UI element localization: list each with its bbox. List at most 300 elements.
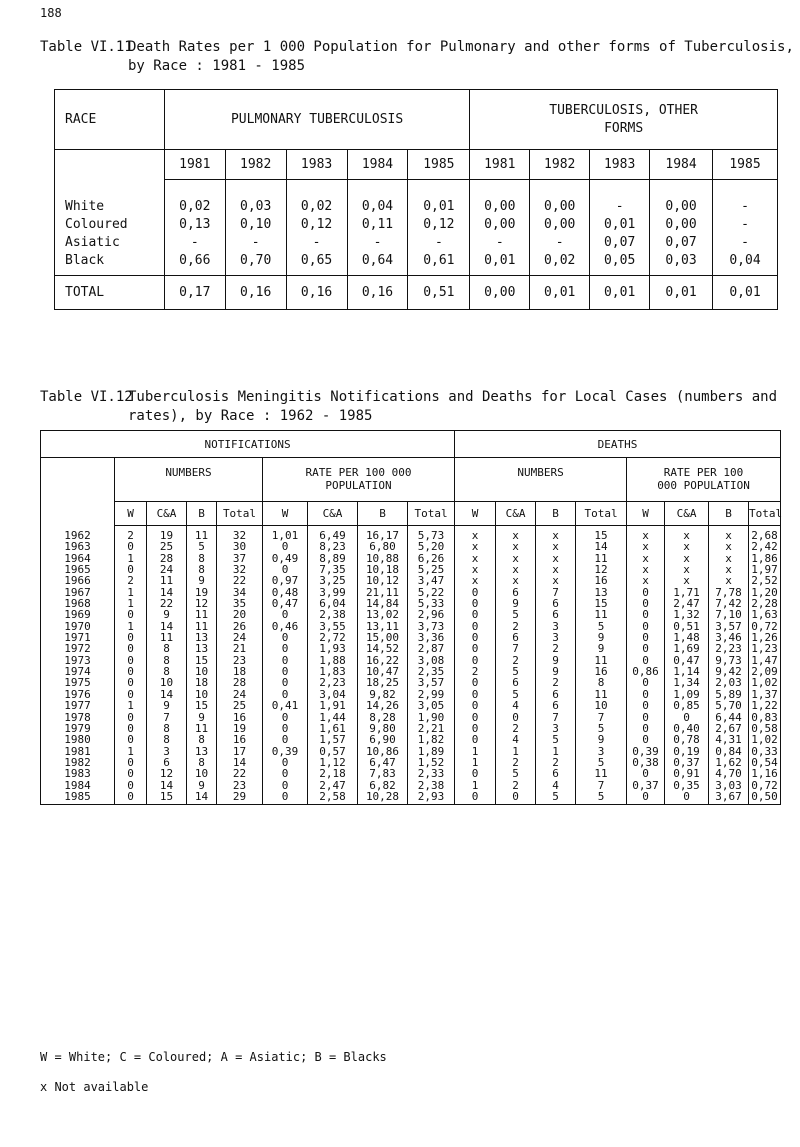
data-cell: 9,42 [715,665,742,679]
data-cell: 5,33 [417,597,445,611]
data-cell: 9 [198,778,205,792]
data-cell: 2,93 [417,789,445,803]
data-cell: 6 [552,767,559,781]
data-cell: 0,97 [271,574,299,588]
data-cell: 2 [512,755,519,769]
data-cell: 1,88 [319,653,346,667]
data-cell: 0 [127,687,134,701]
data-cell: 8 [198,733,205,747]
data-cell: 14 [194,789,209,803]
data-cell: 1,37 [751,687,778,701]
data-cell: 1,32 [673,608,700,622]
data-cell: 20 [232,608,247,622]
data-cell: 5 [512,608,519,622]
data-cell: 0,07 [603,235,636,250]
data-cell: 0 [471,789,479,803]
data-cell: 0 [683,710,690,724]
data-cell: x [512,574,519,588]
data-column [530,180,590,276]
data-cell: 15 [194,653,209,667]
data-column [115,526,147,805]
data-cell: 21,11 [365,585,400,599]
data-cell: 0 [642,653,649,667]
data-cell: 6,04 [319,597,346,611]
data-cell: 9 [597,631,605,645]
data-cell: 13 [194,631,209,645]
year-label: 1981 [64,744,91,758]
data-cell: 28 [232,676,247,690]
subheader-cell: B [358,502,408,526]
data-cell: - [495,235,504,250]
total-cell: 0,16 [225,276,286,310]
data-cell: 0,05 [603,253,636,268]
data-cell: 22 [232,767,247,781]
year-label: 1985 [64,789,91,803]
race-coloured: Coloured [65,217,128,232]
pulmonary-header: PULMONARY TUBERCULOSIS [164,90,469,150]
data-cell: 0,13 [179,217,211,232]
data-cell: 0,72 [751,778,778,792]
data-cell: 0,03 [665,253,697,268]
data-cell: 23 [232,778,247,792]
data-cell: 16 [594,574,608,588]
data-cell: 1,63 [751,608,778,622]
year-header: 1983 [590,150,650,180]
data-cell: 0 [471,597,479,611]
data-cell: 0 [642,687,649,701]
data-cell: 11 [594,687,608,701]
data-cell: 2,28 [751,597,778,611]
data-cell: x [552,540,559,554]
data-cell: 2 [512,653,519,667]
data-cell: 1,09 [673,687,700,701]
data-column [225,180,286,276]
data-cell: 5,20 [417,540,445,554]
data-cell: 0,46 [271,619,299,633]
data-cell: 30 [232,540,247,554]
data-cell: 8 [163,733,170,747]
data-cell: 8 [163,642,170,656]
data-cell: 2 [552,642,559,656]
data-cell: 0 [642,642,649,656]
deaths-header: DEATHS [455,431,781,458]
data-cell: 3,67 [715,789,742,803]
data-cell: 9,73 [715,653,742,667]
data-cell: 0 [281,721,289,735]
data-cell: 2,21 [417,721,445,735]
data-cell: 7 [552,585,559,599]
data-cell: 19 [232,721,247,735]
data-cell: 0,37 [673,755,700,769]
data-cell: 24 [232,631,247,645]
data-cell: 7,83 [369,767,396,781]
data-cell: 18 [194,676,209,690]
data-cell: 24 [232,687,247,701]
race-black: Black [65,253,105,268]
data-cell: 6 [552,699,559,713]
data-cell: 37 [232,551,247,565]
data-cell: 7 [163,710,170,724]
data-cell: 1,97 [751,563,778,577]
data-cell: - [741,235,749,250]
data-cell: 26 [232,619,247,633]
data-cell: 6,26 [417,551,445,565]
subheader-cell: Total [576,502,627,526]
year-label: 1973 [64,653,91,667]
data-cell: 13 [194,642,209,656]
data-cell: 0,78 [673,733,700,747]
data-cell: x [683,529,690,542]
data-column [164,180,225,276]
table1-title: Death Rates per 1 000 Population for Pulmonary and other forms of Tuberculosis, by Race : 1981 - 1985 [128,39,794,74]
data-cell: 0 [127,608,134,622]
data-cell: 9 [597,642,605,656]
data-cell: 5 [597,721,605,735]
data-cell: 1,86 [751,551,778,565]
data-cell: 3,36 [417,631,445,645]
table2-title: Tuberculosis Meningitis Notifications and Deaths for Local Cases (numbers and rates), by Race : 1962 - 1985 [128,389,778,424]
data-cell: 15 [159,789,174,803]
data-column [263,526,308,805]
data-cell: 0,02 [544,253,576,268]
year-label: 1976 [64,687,91,701]
data-cell: 0 [281,563,289,577]
data-cell: 14,26 [365,699,400,713]
data-cell: 8 [198,563,205,577]
data-cell: 0 [642,619,649,633]
data-cell: 0 [281,665,289,679]
data-cell: 0 [127,563,134,577]
data-cell: 0,49 [271,551,299,565]
data-cell: 0,57 [319,744,346,758]
data-cell: 0 [127,665,134,679]
year-column [41,458,115,805]
data-cell: 2,23 [715,642,742,656]
data-cell: 1,62 [715,755,742,769]
data-cell: 5,25 [417,563,445,577]
data-cell: - [615,199,624,214]
data-cell: 0 [127,755,134,769]
year-label: 1978 [64,710,91,724]
data-cell: x [471,551,479,565]
data-cell: 0,11 [361,217,394,232]
year-header: 1984 [650,150,713,180]
year-label: 1975 [64,676,91,690]
data-cell: 0 [471,687,479,701]
data-cell: 1,71 [673,585,700,599]
data-column [217,526,263,805]
data-cell: 9,82 [369,687,396,701]
data-cell: 0 [281,733,289,747]
data-cell: 14 [159,778,174,792]
data-cell: 0 [642,733,649,747]
data-cell: 3,46 [715,631,742,645]
data-cell: 0,39 [271,744,299,758]
data-cell: 1,12 [319,755,346,769]
data-cell: 0,01 [603,217,636,232]
data-cell: 5 [597,755,605,769]
data-cell: 0,85 [673,699,700,713]
data-cell: 3 [552,619,559,633]
data-cell: 3 [597,744,605,758]
data-cell: x [512,529,519,542]
data-cell: 2,18 [319,767,346,781]
data-cell: 22 [232,574,247,588]
subheader-cell: B [709,502,749,526]
data-cell: 7 [597,710,605,724]
data-cell: - [251,235,260,250]
data-cell: 0 [471,619,479,633]
data-cell: 0,83 [751,710,778,724]
data-cell: 0,19 [673,744,700,758]
data-cell: 14 [159,585,174,599]
data-cell: 1 [552,744,559,758]
data-cell: 7 [552,710,559,724]
data-column [713,180,778,276]
data-cell: 7,35 [319,563,346,577]
notif-numbers-header: NUMBERS [115,458,263,502]
data-cell: x [725,551,732,565]
data-cell: 3,99 [319,585,346,599]
total-cell: 0,51 [408,276,470,310]
data-cell: 0 [642,608,649,622]
data-cell: 22 [159,597,174,611]
data-cell: 0 [281,676,289,690]
data-cell: 0,35 [673,778,700,792]
data-cell: 0,07 [665,235,697,250]
data-cell: 9 [552,653,559,667]
data-cell: 1 [127,551,134,565]
death-rate-header: RATE PER 100 000 POPULATION [627,458,781,502]
year-label: 1963 [64,540,91,554]
data-cell: 9 [198,710,205,724]
data-cell: 7 [512,642,519,656]
data-cell: x [471,540,479,554]
table2-label: Table VI.12 [40,389,133,405]
data-cell: 0 [127,653,134,667]
data-cell: 10 [194,687,209,701]
data-cell: 3,03 [715,778,742,792]
data-cell: x [471,574,479,588]
data-cell: 1 [127,744,134,758]
data-cell: 10,47 [365,665,400,679]
data-cell: 12 [594,563,608,577]
data-cell: 5 [552,789,559,803]
page-number: 188 [40,6,62,20]
data-cell: 0 [127,642,134,656]
data-cell: 0 [281,608,289,622]
data-column [627,526,665,805]
data-cell: 14,52 [365,642,400,656]
data-cell: 0 [642,597,649,611]
data-cell: 9 [198,574,205,588]
data-cell: 16 [594,665,608,679]
year-label: 1969 [64,608,91,622]
data-cell: 0,03 [240,199,272,214]
data-cell: 2 [552,755,559,769]
data-cell: 0 [471,608,479,622]
data-cell: 2 [512,721,519,735]
data-cell: 0 [642,676,649,690]
subheader-cell: B [536,502,576,526]
data-cell: 3,55 [319,619,346,633]
data-cell: 2,42 [751,540,778,554]
data-cell: 1 [127,699,134,713]
data-cell: 29 [232,789,247,803]
data-cell: 0,70 [240,253,272,268]
data-cell: 1,83 [319,665,346,679]
data-cell: 0 [642,789,649,803]
data-cell: 0,10 [240,217,272,232]
data-cell: 3 [552,721,559,735]
total-cell: 0,01 [530,276,590,310]
data-cell: 14 [159,687,174,701]
data-cell: 0,04 [361,199,394,214]
data-cell: 0 [281,687,289,701]
data-cell: 9 [552,665,559,679]
data-cell: 3,47 [417,574,445,588]
data-cell: 1,23 [751,642,778,656]
subheader-cell: C&A [147,502,187,526]
data-cell: 6,82 [369,778,396,792]
year-header: 1981 [164,150,225,180]
data-cell: 8,89 [319,551,346,565]
data-cell: 0,00 [665,199,697,214]
total-cell: 0,00 [470,276,530,310]
data-cell: 1,89 [417,744,445,758]
data-cell: 2,35 [417,665,445,679]
data-cell: 1,26 [751,631,778,645]
data-cell: 24 [159,563,174,577]
data-cell: 32 [232,563,247,577]
total-cell: 0,16 [286,276,347,310]
data-cell: 0,50 [751,789,778,803]
data-cell: 2,52 [751,574,778,588]
data-cell: 6 [512,676,519,690]
race-header: RACE [55,90,165,150]
data-cell: 12 [194,597,209,611]
data-cell: 3 [552,631,559,645]
data-cell: x [642,574,649,588]
data-cell: 1,16 [751,767,778,781]
data-cell: 0,00 [544,217,576,232]
data-cell: 1 [471,755,479,769]
data-cell: x [683,574,690,588]
data-cell: 1,47 [751,653,778,667]
year-header: 1982 [530,150,590,180]
data-column [286,180,347,276]
data-cell: 3,57 [417,676,445,690]
data-cell: 1,20 [751,585,778,599]
data-cell: 0 [281,755,289,769]
data-cell: 16 [232,710,247,724]
data-cell: 1,02 [751,676,778,690]
data-column [147,526,187,805]
subheader-cell: Total [217,502,263,526]
data-cell: 7,10 [715,608,742,622]
data-cell: 0,47 [271,597,299,611]
data-cell: - [741,217,749,232]
year-label: 1968 [64,597,91,611]
total-cell: 0,01 [713,276,778,310]
data-cell: 0,12 [423,217,455,232]
data-cell: 2 [552,676,559,690]
data-cell: 0,02 [179,199,211,214]
data-cell: x [683,551,690,565]
data-cell: 1 [471,744,479,758]
data-cell: 11 [594,608,608,622]
total-cell: 0,01 [590,276,650,310]
data-cell: 1,91 [319,699,346,713]
data-cell: 0 [471,767,479,781]
data-cell: 2 [512,619,519,633]
data-cell: 2,38 [417,778,445,792]
data-cell: 5 [198,540,205,554]
data-cell: 5 [597,619,605,633]
data-cell: 9 [512,597,519,611]
year-header: 1981 [470,150,530,180]
data-cell: 2,96 [417,608,445,622]
data-cell: x [642,529,649,542]
data-cell: x [725,529,732,542]
data-cell: 0 [471,721,479,735]
data-cell: 3,04 [319,687,346,701]
data-cell: 0 [471,653,479,667]
data-cell: 16,22 [365,653,400,667]
data-cell: 0 [642,767,649,781]
data-cell: 0,37 [632,778,659,792]
data-cell: 1 [127,619,134,633]
data-cell: 0 [127,631,134,645]
data-cell: 10,88 [365,551,400,565]
data-cell: 2 [127,529,134,542]
data-cell: 3,25 [319,574,346,588]
data-cell: 11 [194,721,209,735]
subheader-cell: C&A [665,502,709,526]
data-cell: x [552,563,559,577]
subheader-cell: W [455,502,496,526]
data-cell: 15 [594,529,608,542]
death-numbers-header: NUMBERS [455,458,627,502]
data-cell: 11 [194,619,209,633]
total-cell: 0,16 [347,276,408,310]
data-cell: 4 [552,778,559,792]
data-cell: 0 [281,767,289,781]
data-cell: 21 [232,642,247,656]
data-cell: 0,84 [715,744,742,758]
data-cell: 15,00 [365,631,400,645]
data-cell: 35 [232,597,247,611]
data-cell: 1,52 [417,755,445,769]
data-cell: 0,00 [665,217,697,232]
data-column [408,526,455,805]
data-cell: 0,64 [361,253,394,268]
data-cell: 0,38 [632,755,659,769]
data-cell: 0 [471,710,479,724]
data-cell: x [512,551,519,565]
data-cell: 6 [552,687,559,701]
data-cell: 0 [642,585,649,599]
data-cell: 0,12 [300,217,333,232]
data-cell: 1,69 [673,642,700,656]
data-cell: 1,82 [417,733,445,747]
data-cell: 11 [194,608,209,622]
data-cell: 0 [471,631,479,645]
data-column [496,526,536,805]
data-cell: 6 [552,597,559,611]
data-cell: 10 [194,665,209,679]
data-cell: 0 [281,540,289,554]
